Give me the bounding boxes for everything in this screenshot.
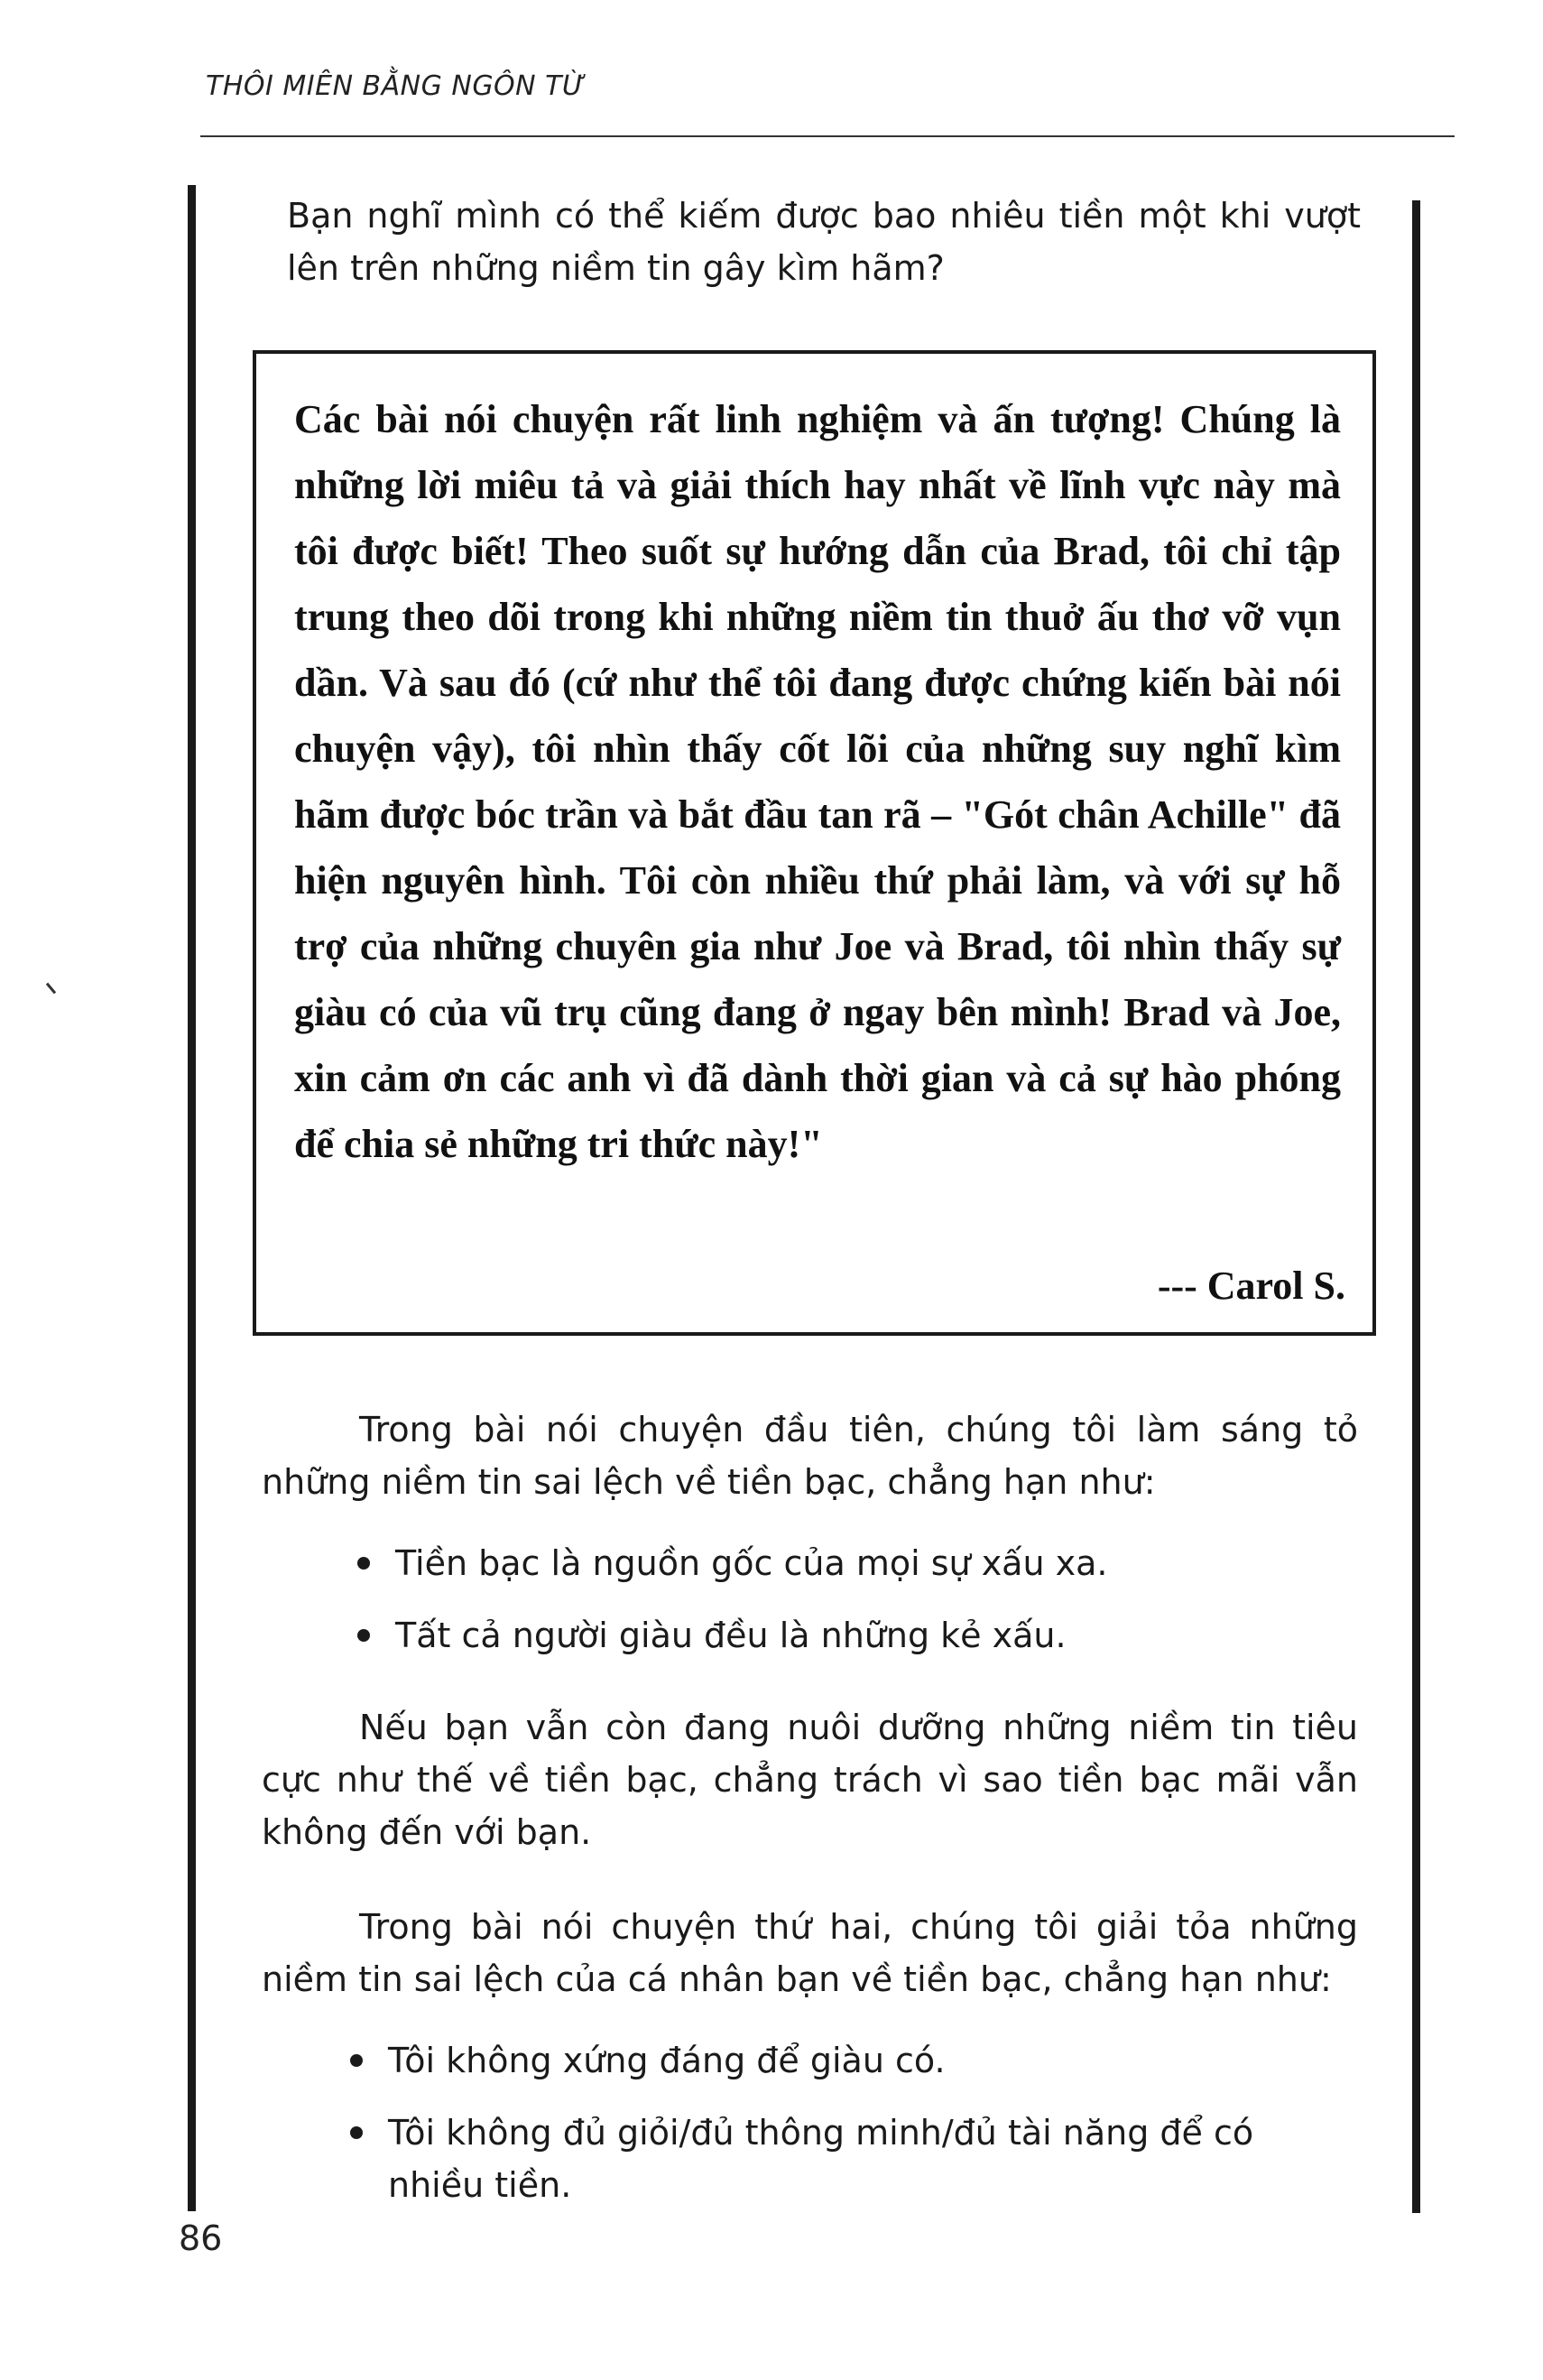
bullet-icon xyxy=(357,1629,370,1642)
bullet-list-money-beliefs xyxy=(357,1537,1350,1681)
list-item xyxy=(350,2034,1352,2087)
left-margin-bar xyxy=(188,185,196,2211)
list-item-text: Tôi không đủ giỏi/đủ thông minh/đủ tài năng để có nhiều tiền. xyxy=(388,2113,1254,2205)
testimonial-text: Các bài nói chuyện rất linh nghiệm và ấn tượng! Chúng là những lời miêu tả và giải thích hay nhất về lĩnh vực này mà tôi được biết! Theo suốt sự hướng dẫn của Brad, tôi chỉ tập trung theo dõi trong khi những niềm tin thuở ấu thơ vỡ vụn dần. Và sau đó (cứ như thể tôi đang được chứng kiến bài nói chuyện vậy), tôi nhìn thấy cốt lõi của những suy nghĩ kìm hãm được bóc trần và bắt đầu tan rã – "Gót chân Achille" đã hiện nguyên hình. Tôi còn nhiều thứ phải làm, và với sự hỗ trợ của những chuyên gia như Joe và Brad, tôi nhìn thấy sự giàu có của vũ trụ cũng đang ở ngay bên mình! Brad và Joe, xin cảm ơn các anh vì đã dành thời gian và cả sự hào phóng để chia sẻ những tri thức này!" xyxy=(294,397,1341,1166)
bullet-icon xyxy=(350,2054,363,2067)
testimonial-box xyxy=(253,350,1376,1336)
list-item-text: Tôi không xứng đáng để giàu có. xyxy=(388,2041,946,2080)
running-header: THÔI MIÊN BẰNG NGÔN TỪ xyxy=(206,70,586,102)
testimonial-author: --- Carol S. xyxy=(1157,1264,1345,1308)
list-item xyxy=(350,2107,1352,2211)
page-number: 86 xyxy=(179,2218,223,2258)
paragraph-negative-beliefs: Nếu bạn vẫn còn đang nuôi dưỡng những niềm tin tiêu cực như thế về tiền bạc, chẳng trách vì sao tiền bạc mãi vẫn không đến với bạn. xyxy=(262,1708,1358,1852)
list-item-text: Tất cả người giàu đều là những kẻ xấu. xyxy=(395,1616,1067,1655)
list-item-text: Tiền bạc là nguồn gốc của mọi sự xấu xa. xyxy=(395,1543,1108,1583)
paragraph-first-talk: Trong bài nói chuyện đầu tiên, chúng tôi làm sáng tỏ những niềm tin sai lệch về tiền bạc, chẳng hạn như: xyxy=(262,1410,1358,1502)
bullet-icon xyxy=(357,1557,370,1570)
bullet-list-personal-beliefs xyxy=(350,2034,1352,2231)
header-rule xyxy=(200,135,1455,137)
intro-paragraph: Bạn nghĩ mình có thể kiếm được bao nhiêu tiền một khi vượt lên trên những niềm tin gây kìm hãm? xyxy=(287,196,1361,288)
bullet-icon xyxy=(350,2126,363,2139)
list-item xyxy=(357,1609,1350,1662)
stray-scan-mark xyxy=(46,983,56,995)
list-item xyxy=(357,1537,1350,1589)
paragraph-second-talk: Trong bài nói chuyện thứ hai, chúng tôi giải tỏa những niềm tin sai lệch của cá nhân bạn về tiền bạc, chẳng hạn như: xyxy=(262,1907,1358,1999)
right-margin-bar xyxy=(1412,200,1420,2213)
